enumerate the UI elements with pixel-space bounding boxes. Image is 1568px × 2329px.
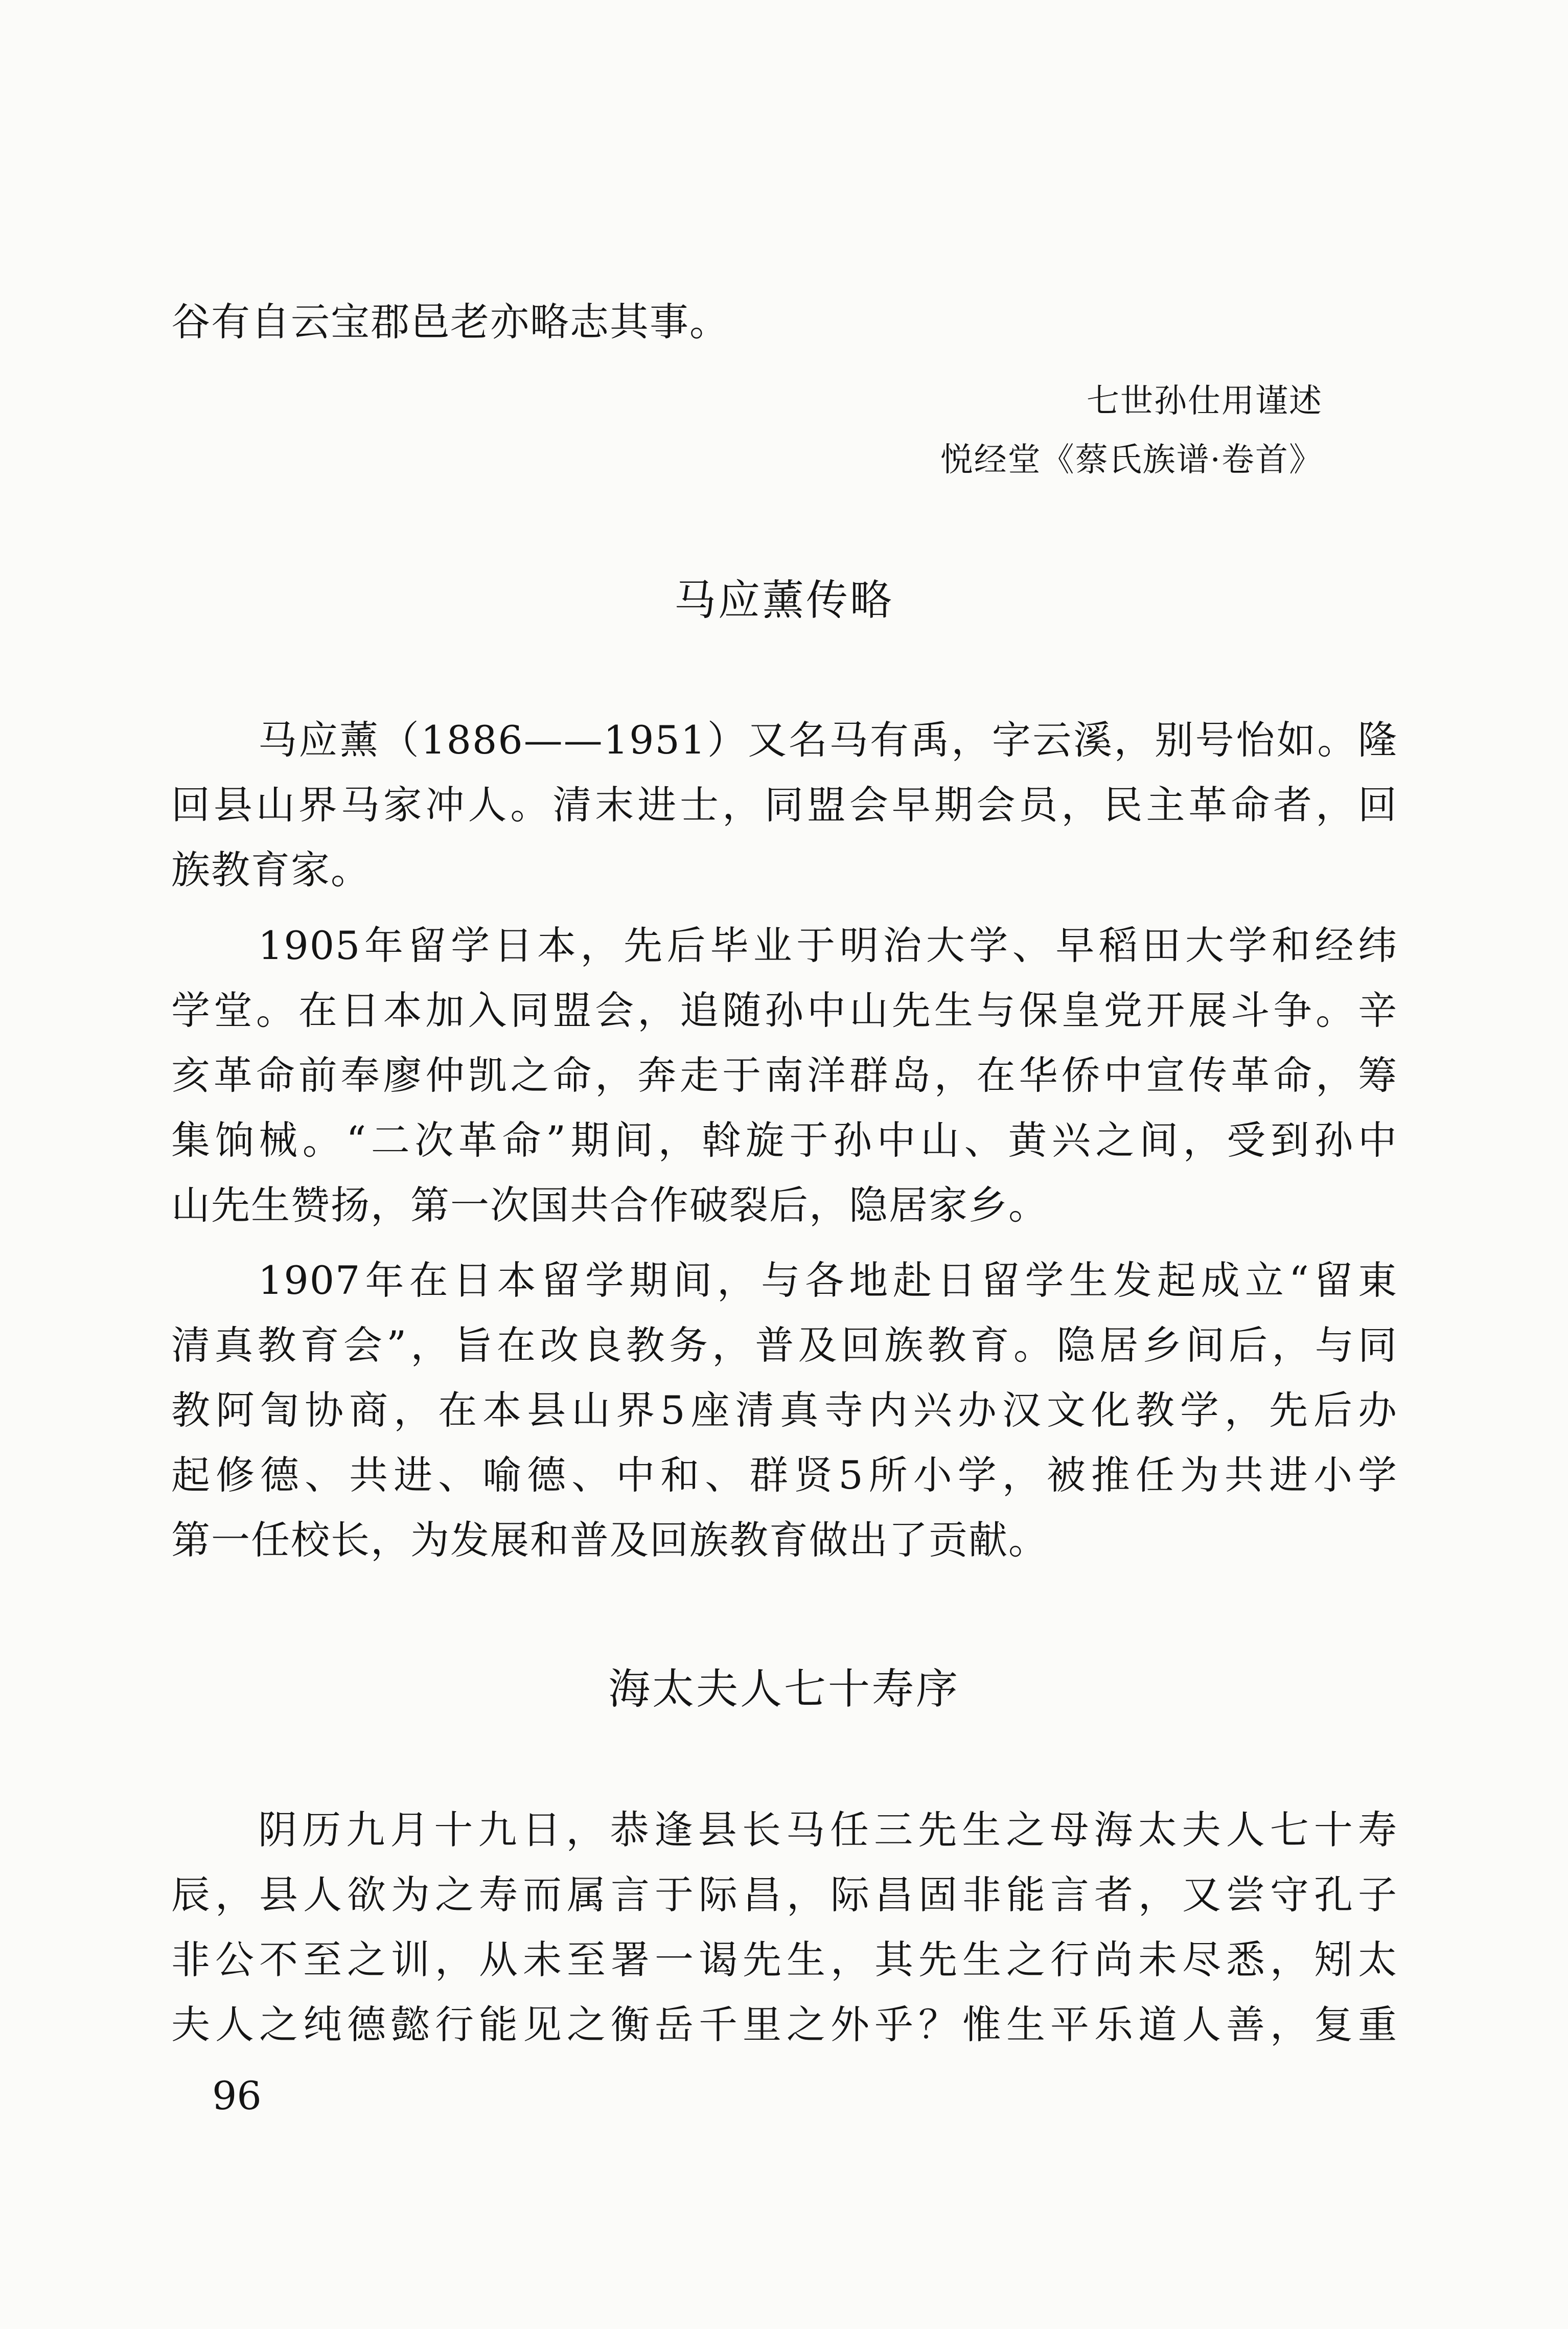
ma-line-12: 第一任校长，为发展和普及回族教育做出了贡献。 <box>171 1517 1048 1563</box>
page-number: 96 <box>212 2073 262 2118</box>
ma-line-7: 山先生赞扬，第一次国共合作破裂后，隐居家乡。 <box>171 1182 1048 1228</box>
ma-line-10: 教阿訇协商，在本县山界5座清真寺内兴办汉文化教学，先后办 <box>171 1387 1398 1433</box>
ma-line-4: 学堂。在日本加入同盟会，追随孙中山先生与保皇党开展斗争。辛 <box>171 988 1398 1033</box>
ma-line-2: 族教育家。 <box>171 847 371 893</box>
ma-line-6: 集饷械。“二次革命”期间，斡旋于孙中山、黄兴之间，受到孙中 <box>171 1117 1398 1163</box>
hai-line-3: 夫人之纯德懿行能见之衡岳千里之外乎？惟生平乐道人善，复重 <box>171 2002 1398 2047</box>
hai-line-0: 阴历九月十九日，恭逢县长马任三先生之母海太夫人七十寿 <box>258 1807 1398 1853</box>
ma-line-8: 1907年在日本留学期间，与各地赴日留学生发起成立“留東 <box>258 1258 1398 1303</box>
closing-line: 谷有自云宝郡邑老亦略志其事。 <box>171 299 729 345</box>
ma-line-9: 清真教育会”，旨在改良教务，普及回族教育。隐居乡间后，与同 <box>171 1322 1398 1368</box>
ma-line-5: 亥革命前奉廖仲凯之命，奔走于南洋群岛，在华侨中宣传革命，筹 <box>171 1053 1398 1098</box>
ma-line-0: 马应薰（1886——1951）又名马有禹，字云溪，别号怡如。隆 <box>258 717 1398 763</box>
source-citation: 悦经堂《蔡氏族谱·卷首》 <box>940 441 1323 479</box>
author-attribution: 七世孙仕用谨述 <box>1087 382 1323 420</box>
hai-line-2: 非公不至之训，从未至署一谒先生，其先生之行尚未尽悉，矧太 <box>171 1937 1398 1982</box>
hai-line-1: 辰，县人欲为之寿而属言于际昌，际昌固非能言者，又尝守孔子 <box>171 1872 1398 1917</box>
hai-article-title: 海太夫人七十寿序 <box>608 1665 960 1714</box>
ma-line-3: 1905年留学日本，先后毕业于明治大学、早稻田大学和经纬 <box>258 923 1398 968</box>
ma-line-11: 起修德、共进、喻德、中和、群贤5所小学，被推任为共进小学 <box>171 1452 1398 1498</box>
ma-article-title: 马应薰传略 <box>674 576 894 625</box>
ma-line-1: 回县山界马家冲人。清末进士，同盟会早期会员，民主革命者，回 <box>171 782 1398 828</box>
